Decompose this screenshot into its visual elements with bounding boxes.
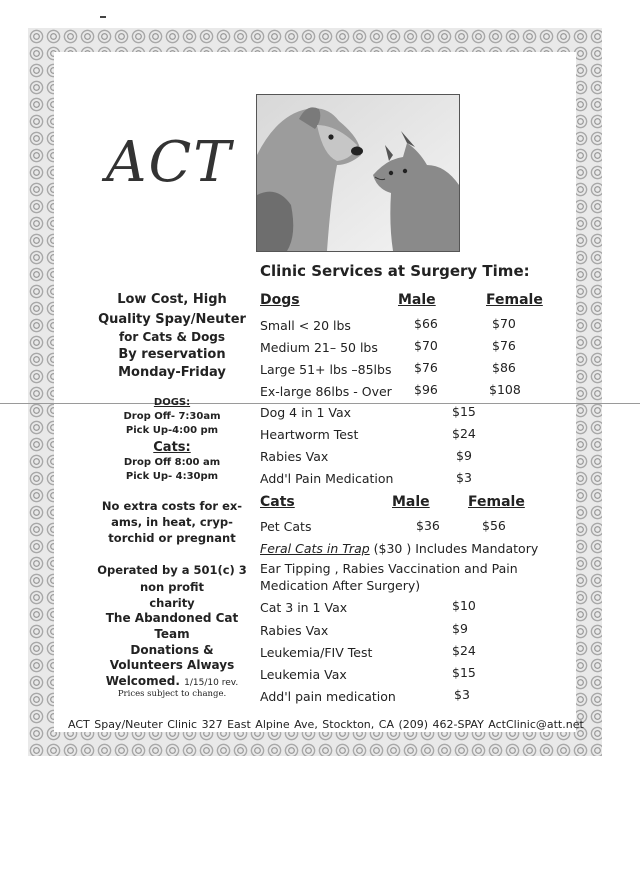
cats-hours-title: Cats: <box>153 440 191 455</box>
intro-line: Low Cost, High <box>117 292 227 307</box>
dog-extra-label: Heartworm Test <box>260 427 359 442</box>
prices-note: Prices subject to change. <box>117 689 227 699</box>
operated-line: Operated by a 501(c) 3 <box>97 563 247 577</box>
cats-hours-line: Pick Up- 4:30pm <box>125 471 219 482</box>
operated-line: charity <box>149 596 195 610</box>
feral-cats-title: Feral Cats in Trap <box>260 541 370 556</box>
dog-extra-price: $15 <box>452 404 476 419</box>
cats-hours-line: Drop Off 8:00 am <box>123 457 221 468</box>
dog-male-price: $70 <box>414 338 438 353</box>
cat-extra-label: Rabies Vax <box>260 623 329 638</box>
feral-cats-line-3: Medication After Surgery) <box>260 578 421 593</box>
dog-extra-label: Add'l Pain Medication <box>260 471 394 486</box>
intro-line: Quality Spay/Neuter <box>98 312 246 327</box>
cat-extra-price: $3 <box>454 687 470 702</box>
dog-extra-price: $24 <box>452 426 476 441</box>
dog-extra-price: $9 <box>456 448 472 463</box>
cat-extra-price: $15 <box>452 665 476 680</box>
dog-extra-label: Dog 4 in 1 Vax <box>260 405 352 420</box>
services-heading: Clinic Services at Surgery Time: <box>260 262 530 280</box>
pet-cats-label: Pet Cats <box>260 519 312 534</box>
pet-cats-male-price: $36 <box>416 518 440 533</box>
cat-extra-label: Leukemia Vax <box>260 667 347 682</box>
feral-cats-line <box>260 541 538 556</box>
dog-female-price: $76 <box>492 338 516 353</box>
dogs-hours-line: Drop Off- 7:30am <box>123 411 221 422</box>
welcomed-text: Welcomed. <box>105 674 180 688</box>
dog-male-price: $76 <box>414 360 438 375</box>
operated-line: The Abandoned Cat <box>105 611 239 625</box>
extra-costs-line: torchid or pregnant <box>108 531 236 545</box>
dog-size-label: Ex-large 86lbs - Over <box>260 384 392 399</box>
dog-extra-label: Rabies Vax <box>260 449 329 464</box>
dog-extra-price: $3 <box>456 470 472 485</box>
feral-cats-price: ($30 ) Includes Mandatory <box>369 541 539 556</box>
cat-extra-label: Leukemia/FIV Test <box>260 645 373 660</box>
operated-line: Volunteers Always <box>109 658 235 672</box>
cat-extra-price: $10 <box>452 598 476 613</box>
cat-extra-label: Cat 3 in 1 Vax <box>260 600 348 615</box>
dog-size-label: Large 51+ lbs –85lbs <box>260 362 392 377</box>
cats-male-header: Male <box>392 494 430 510</box>
operated-line: non profit <box>139 580 205 594</box>
dog-female-price: $70 <box>492 316 516 331</box>
feral-cats-line-2: Ear Tipping , Rabies Vaccination and Pain <box>260 561 518 576</box>
operated-line: Team <box>154 627 190 641</box>
dog-size-label: Medium 21– 50 lbs <box>260 340 378 355</box>
welcomed-line <box>72 674 272 688</box>
cat-extra-price: $24 <box>452 643 476 658</box>
cat-extra-price: $9 <box>452 621 468 636</box>
dogs-hours-title: DOGS: <box>153 397 191 408</box>
dogs-hours-line: Pick Up-4:00 pm <box>125 425 219 436</box>
intro-line: for Cats & Dogs <box>118 330 226 344</box>
dog-female-price: $86 <box>492 360 516 375</box>
extra-costs-line: No extra costs for ex- <box>101 499 243 513</box>
scan-mark <box>100 16 106 18</box>
dog-female-price: $108 <box>489 382 521 397</box>
operated-line: Donations & <box>130 643 214 657</box>
act-logo: ACT <box>106 130 233 195</box>
extra-costs-line: ams, in heat, cryp- <box>111 515 233 529</box>
revision-date: 1/15/10 rev. <box>184 678 239 688</box>
dogs-header: Dogs <box>260 292 300 308</box>
dog-male-price: $66 <box>414 316 438 331</box>
intro-line: Monday-Friday <box>118 365 226 380</box>
dog-male-price: $96 <box>414 382 438 397</box>
footer-contact: ACT Spay/Neuter Clinic 327 East Alpine Ave, Stockton, CA (209) 462-SPAY ActClinic@att.net <box>68 718 584 731</box>
intro-line: By reservation <box>118 347 226 362</box>
cat-extra-label: Add'l pain medication <box>260 689 396 704</box>
dog-size-label: Small < 20 lbs <box>260 318 351 333</box>
pet-cats-female-price: $56 <box>482 518 506 533</box>
dog-and-cat-photo <box>256 94 460 252</box>
dogs-male-header: Male <box>398 292 436 308</box>
dogs-female-header: Female <box>486 292 543 308</box>
cats-header: Cats <box>260 494 295 510</box>
cats-female-header: Female <box>468 494 525 510</box>
